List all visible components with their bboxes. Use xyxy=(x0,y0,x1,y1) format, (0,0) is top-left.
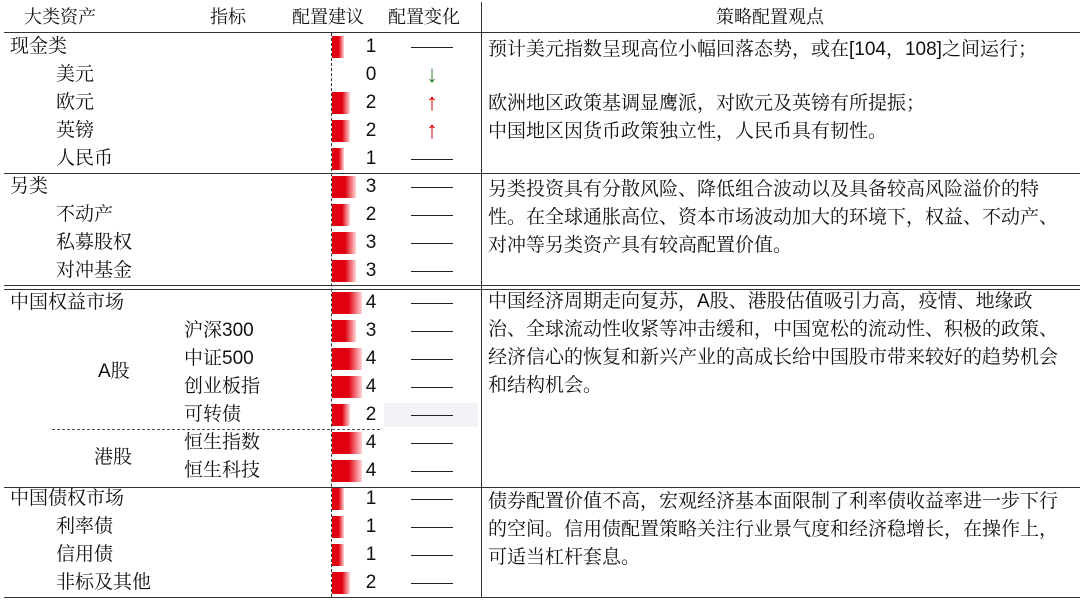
view-column-divider xyxy=(481,2,482,598)
row-name: 可转债 xyxy=(184,404,242,425)
rating-value: 2 xyxy=(365,120,377,141)
rating-value: 1 xyxy=(365,488,377,509)
rating-value: 4 xyxy=(365,292,377,313)
row-name: 私募股权 xyxy=(56,232,133,253)
table-bottom xyxy=(4,597,1080,598)
rating-value: 3 xyxy=(365,320,377,341)
rating-value: 1 xyxy=(365,36,377,57)
no-change-dash-icon xyxy=(411,271,453,272)
rating-bar xyxy=(332,204,350,226)
rating-bar xyxy=(332,572,350,594)
row-name: 另类 xyxy=(10,176,49,197)
rating-bar xyxy=(332,36,344,58)
rating-bar xyxy=(332,148,344,170)
rating-bar xyxy=(332,516,344,538)
view-china-equity: 中国经济周期走向复苏，A股、港股估值吸引力高，疫情、地缘政治、全球流动性收紧等冲击缓和，中国宽松的流动性、积极的政策、经济信心的恢复和新兴产业的高成长给中国股市带来较好的趋势机会和结构机会。 xyxy=(488,291,1059,396)
header-view: 策略配置观点 xyxy=(716,7,824,27)
no-change-dash-icon xyxy=(411,331,453,332)
view-cash-2: 欧洲地区政策基调显鹰派，对欧元及英镑有所提振； xyxy=(488,93,926,114)
rating-value: 4 xyxy=(365,432,377,453)
up-arrow-icon: ↑ xyxy=(426,117,438,144)
rating-bar xyxy=(332,176,356,198)
rating-value: 3 xyxy=(365,176,377,197)
section-divider-2 xyxy=(4,285,1080,286)
header-divider xyxy=(4,32,1080,33)
row-name: 创业板指 xyxy=(184,376,261,397)
row-name: 信用债 xyxy=(56,544,114,565)
view-china-bonds: 债券配置价值不高，宏观经济基本面限制了利率债收益率进一步下行的空间。信用债配置策略关注行业景气度和经济稳增长，在操作上，可适当杠杆套息。 xyxy=(488,491,1059,568)
row-name: 欧元 xyxy=(56,92,95,113)
no-change-dash-icon xyxy=(411,527,453,528)
view-cash-3: 中国地区因货币政策独立性，人民币具有韧性。 xyxy=(488,121,888,142)
rating-bar xyxy=(332,544,344,566)
rating-bar xyxy=(332,320,356,342)
rating-value: 4 xyxy=(365,376,377,397)
rating-value: 2 xyxy=(365,404,377,425)
rating-value: 1 xyxy=(365,516,377,537)
row-name: 现金类 xyxy=(10,36,68,57)
rating-column-left-edge xyxy=(331,33,332,597)
rating-bar xyxy=(332,260,356,282)
rating-bar xyxy=(332,92,350,114)
rating-bar xyxy=(332,404,350,426)
row-name: 对冲基金 xyxy=(56,260,133,281)
row-name: 英镑 xyxy=(56,120,95,141)
no-change-dash-icon xyxy=(411,187,453,188)
rating-value: 3 xyxy=(365,232,377,253)
section-divider-1 xyxy=(4,173,1080,174)
header-indicator: 指标 xyxy=(210,7,246,27)
rating-value: 0 xyxy=(365,64,377,85)
no-change-dash-icon xyxy=(411,387,453,388)
rating-value: 4 xyxy=(365,460,377,481)
no-change-dash-icon xyxy=(411,359,453,360)
row-name: 恒生指数 xyxy=(184,432,261,453)
rating-value: 2 xyxy=(365,204,377,225)
no-change-dash-icon xyxy=(411,471,453,472)
header-change: 配置变化 xyxy=(388,7,460,27)
no-change-dash-icon xyxy=(411,159,453,160)
rating-value: 1 xyxy=(365,544,377,565)
row-name: 恒生科技 xyxy=(184,460,261,481)
rating-bar xyxy=(332,120,350,142)
row-name: 沪深300 xyxy=(184,320,254,341)
row-name: 不动产 xyxy=(56,204,114,225)
no-change-dash-icon xyxy=(411,499,453,500)
no-change-dash-icon xyxy=(411,215,453,216)
row-name: 非标及其他 xyxy=(56,572,152,593)
no-change-dash-icon xyxy=(411,555,453,556)
row-name: 人民币 xyxy=(56,148,114,169)
subgroup-a-share: A股 xyxy=(98,361,130,382)
rating-value: 4 xyxy=(365,348,377,369)
view-cash: 预计美元指数呈现高位小幅回落态势，或在[104，108]之间运行； xyxy=(488,39,1037,60)
up-arrow-icon: ↑ xyxy=(426,89,438,116)
row-name: 利率债 xyxy=(56,516,114,537)
header-rating: 配置建议 xyxy=(292,7,364,27)
no-change-dash-icon xyxy=(411,243,453,244)
no-change-dash-icon xyxy=(411,303,453,304)
row-name: 中国债权市场 xyxy=(10,488,125,509)
rating-value: 1 xyxy=(365,148,377,169)
header-category: 大类资产 xyxy=(24,7,96,27)
no-change-dash-icon xyxy=(411,47,453,48)
no-change-dash-icon xyxy=(411,415,453,416)
row-name: 中国权益市场 xyxy=(10,292,125,313)
row-name: 中证500 xyxy=(184,348,254,369)
view-alternatives: 另类投资具有分散风险、降低组合波动以及具备较高风险溢价的特性。在全球通胀高位、资本市场波动加大的环境下，权益、不动产、对冲等另类资产具有较高配置价值。 xyxy=(488,179,1059,256)
rating-bar xyxy=(332,232,356,254)
subgroup-hk-share: 港股 xyxy=(94,447,133,468)
down-arrow-icon: ↓ xyxy=(426,61,438,88)
no-change-dash-icon xyxy=(411,443,453,444)
rating-value: 2 xyxy=(365,572,377,593)
rating-value: 3 xyxy=(365,260,377,281)
rating-bar xyxy=(332,488,344,510)
row-name: 美元 xyxy=(56,64,95,85)
rating-value: 2 xyxy=(365,92,377,113)
no-change-dash-icon xyxy=(411,583,453,584)
